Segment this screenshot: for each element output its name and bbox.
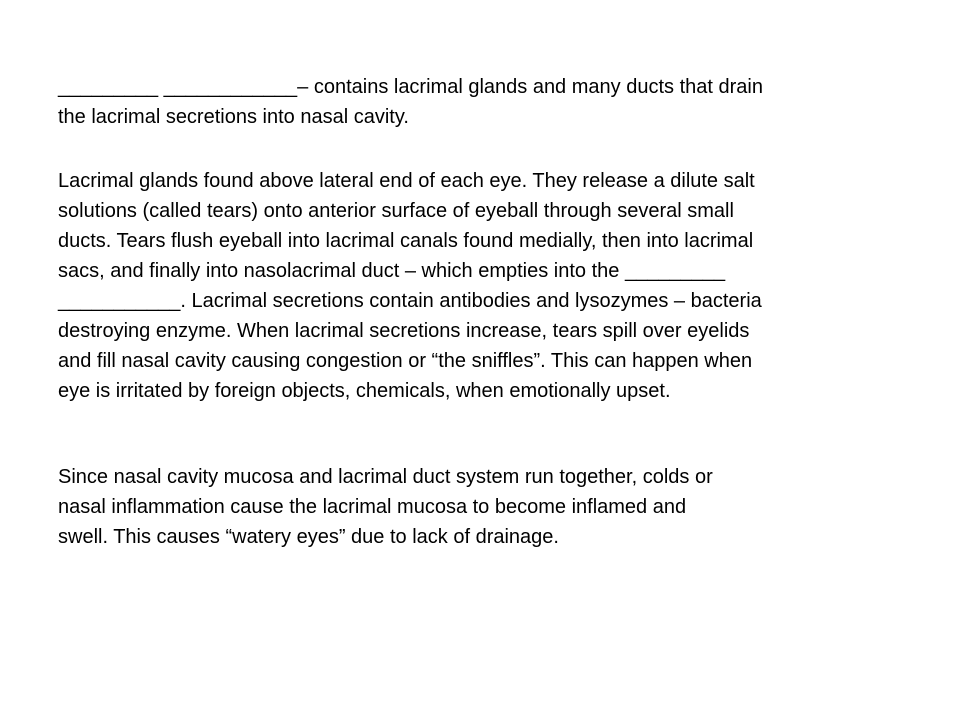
paragraph-lacrimal-apparatus-definition: _________ ____________– contains lacrimal glands and many ducts that drain the lacrimal secretions into nasal cavity. — [58, 76, 763, 128]
paragraph-lacrimal-glands-function: Lacrimal glands found above lateral end of each eye. They release a dilute salt solutions (called tears) onto anterior surface of eyeball through several small ducts. Tears flush eyeball into lacrimal canals found medially, then into lacrimal sacs, and finally into nasolacrimal duct – which empties into the _________ ___________. Lacrimal secretions contain antibodies and lysozymes – bacteria destroying enzyme. When lacrimal secretions increase, tears spill over eyelids and fill nasal cavity causing congestion or “the sniffles”. This can happen when eye is irritated by foreign objects, chemicals, when emotionally upset. — [58, 170, 762, 402]
paragraph-watery-eyes-explanation: Since nasal cavity mucosa and lacrimal duct system run together, colds or nasal inflammation cause the lacrimal mucosa to become inflamed and swell. This causes “watery eyes” due to lack of drainage. — [58, 466, 713, 548]
